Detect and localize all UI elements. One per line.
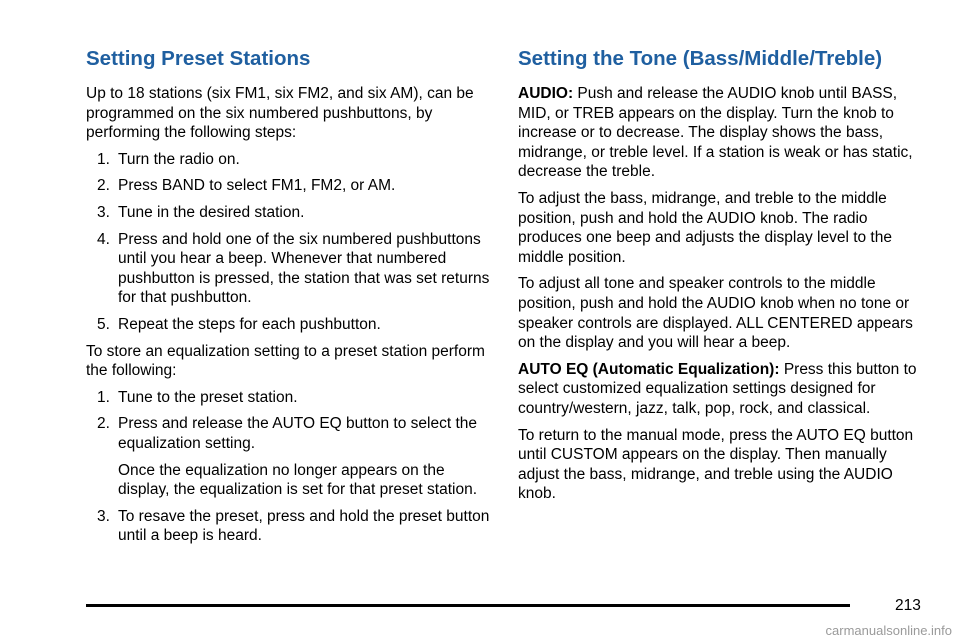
right-column bbox=[518, 44, 923, 511]
page-number: 213 bbox=[895, 597, 921, 614]
middle-position-paragraph: To adjust the bass, midrange, and treble to the middle position, push and hold the AUDIO knob. The radio produces one beep and adjusts the display level to the middle position. bbox=[518, 189, 892, 266]
step-number: 3. bbox=[97, 507, 110, 525]
step-number: 2. bbox=[97, 177, 110, 195]
left-column bbox=[86, 44, 491, 553]
intro-paragraph: Up to 18 stations (six FM1, six FM2, and six AM), can be programmed on the six numbered pushbuttons, by performing the following steps: bbox=[86, 85, 474, 142]
audio-term: AUDIO: bbox=[518, 85, 574, 102]
step-number: 1. bbox=[97, 388, 110, 406]
list-item bbox=[86, 414, 491, 453]
step-text: Tune in the desired station. bbox=[118, 203, 305, 221]
step-text: Repeat the steps for each pushbutton. bbox=[118, 315, 381, 333]
list-item bbox=[86, 203, 491, 223]
step-text: Press BAND to select FM1, FM2, or AM. bbox=[118, 177, 396, 195]
list-item bbox=[86, 150, 491, 170]
step-text: Press and hold one of the six numbered pushbuttons until you hear a beep. Whenever that numbered pushbutton is pressed, the station that was set returns for that pushbutton. bbox=[118, 230, 490, 307]
audio-text: Push and release the AUDIO knob until BASS, MID, or TREB appears on the display. Turn the knob to increase or to decrease. The display shows the bass, midrange, or treble level. If a station is weak or has static, decrease the treble. bbox=[518, 85, 913, 181]
manual-mode-paragraph: To return to the manual mode, press the AUTO EQ button until CUSTOM appears on the display. Then manually adjust the bass, midrange, and treble using the AUDIO knob. bbox=[518, 426, 914, 503]
list-item bbox=[86, 230, 491, 308]
step-text: Turn the radio on. bbox=[118, 150, 240, 168]
all-centered-paragraph: To adjust all tone and speaker controls to the middle position, push and hold the AUDIO knob when no tone or speaker controls are displayed. ALL CENTERED appears on the display and you will hear a beep. bbox=[518, 275, 913, 352]
step-number: 3. bbox=[97, 203, 110, 221]
step-number: 2. bbox=[97, 415, 110, 433]
step-number: 1. bbox=[97, 150, 110, 168]
step-number: 5. bbox=[97, 315, 110, 333]
auto-eq-text: Press this button to select customized equalization settings designed for country/western, jazz, talk, pop, rock, and classical. bbox=[518, 360, 917, 417]
auto-eq-term: AUTO EQ (Automatic Equalization): bbox=[518, 360, 780, 378]
section-heading-preset-stations: Setting Preset Stations bbox=[86, 47, 311, 70]
footer-rule bbox=[86, 604, 850, 607]
list-item bbox=[86, 176, 491, 196]
auto-eq-paragraph bbox=[518, 360, 923, 419]
eq-note: Once the equalization no longer appears on the display, the equalization is set for that preset station. bbox=[118, 461, 477, 499]
section-heading-tone: Setting the Tone (Bass/Middle/Treble) bbox=[518, 47, 883, 70]
list-item bbox=[86, 388, 491, 408]
step-text: Press and release the AUTO EQ button to select the equalization setting. bbox=[118, 415, 477, 452]
watermark: carmanualsonline.info bbox=[825, 623, 952, 638]
step-number: 4. bbox=[97, 230, 110, 248]
step-text: To resave the preset, press and hold the preset button until a beep is heard. bbox=[118, 507, 490, 545]
step-text: Tune to the preset station. bbox=[118, 388, 298, 406]
list-item bbox=[86, 507, 491, 546]
eq-intro-paragraph: To store an equalization setting to a preset station perform the following: bbox=[86, 342, 485, 380]
audio-paragraph bbox=[518, 84, 923, 182]
list-item bbox=[86, 315, 491, 335]
